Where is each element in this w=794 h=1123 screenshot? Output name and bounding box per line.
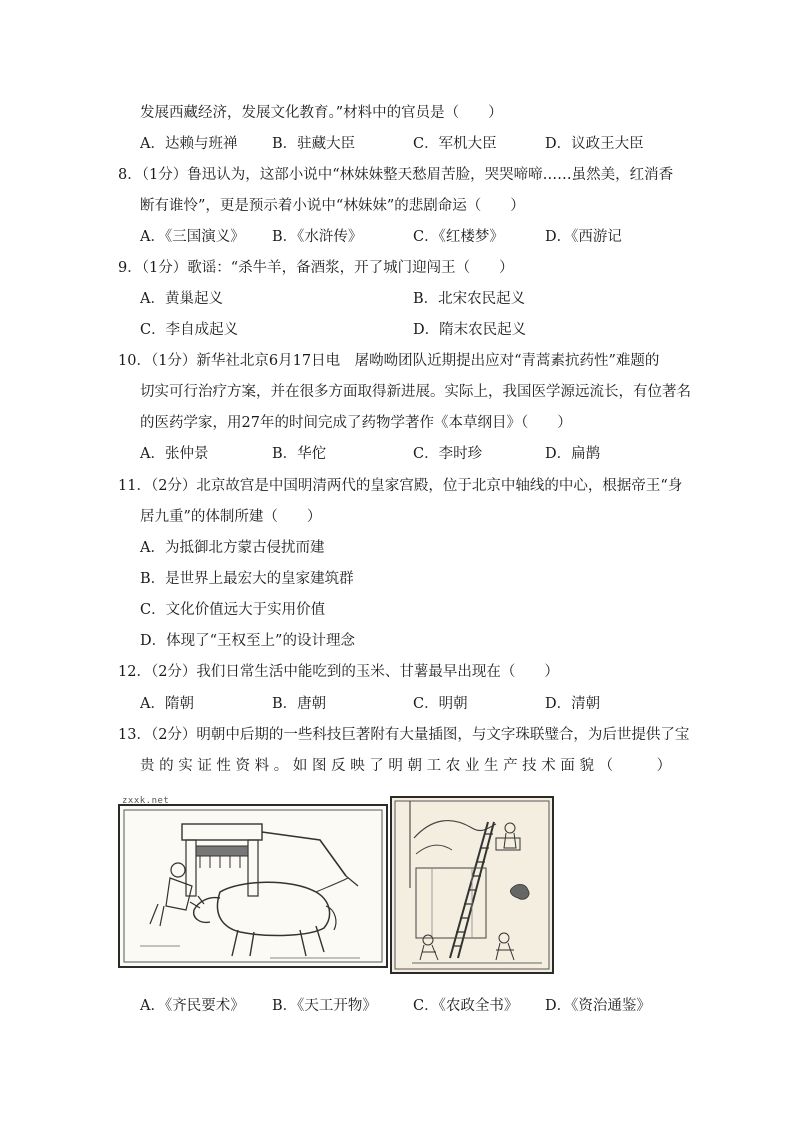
- salt-well-drawing: [392, 798, 552, 972]
- q13-option-b[interactable]: B．《天工开物》: [272, 998, 377, 1014]
- q7-option-b[interactable]: B．驻藏大臣: [272, 136, 356, 152]
- q13-option-c[interactable]: C．《农政全书》: [413, 998, 519, 1014]
- q7-option-c[interactable]: C．军机大臣: [413, 136, 497, 152]
- q11-option-b[interactable]: B．是世界上最宏大的皇家建筑群: [140, 571, 354, 587]
- q10-option-d[interactable]: D．扁鹊: [545, 446, 601, 462]
- q13-stem-line1: 13．（2分）明朝中后期的一些科技巨著附有大量插图，与文字珠联璧合，为后世提供了宝: [118, 727, 690, 743]
- q13-figure: [118, 796, 554, 974]
- q7-tail: 发展西藏经济，发展文化教育。”材料中的官员是（ ）: [140, 105, 503, 121]
- q12-option-c[interactable]: C．明朝: [413, 696, 468, 712]
- q12-stem-line1: 12．（2分）我们日常生活中能吃到的玉米、甘薯最早出现在（ ）: [118, 664, 559, 680]
- q11-stem-line1: 11．（2分）北京故宫是中国明清两代的皇家宫殿，位于北京中轴线的中心，根据帝王“身: [118, 478, 683, 494]
- q10-option-a[interactable]: A．张仲景: [140, 446, 209, 462]
- figure-watermark: zxxk.net: [122, 796, 170, 806]
- q11-stem-line2: 居九重”的体制所建（ ）: [140, 509, 322, 525]
- q10-option-b[interactable]: B．华佗: [272, 446, 327, 462]
- q13-option-d[interactable]: D．《资治通鉴》: [545, 998, 651, 1014]
- q12-option-b[interactable]: B．唐朝: [272, 696, 327, 712]
- q8-stem-line2: 断有谁怜”，更是预示着小说中“林妹妹”的悲剧命运（ ）: [140, 198, 525, 214]
- q10-option-c[interactable]: C．李时珍: [413, 446, 483, 462]
- q8-stem-line1: 8．（1分）鲁迅认为，这部小说中“林妹妹整天愁眉苦脸，哭哭啼啼……虽然美，红消香: [118, 167, 674, 183]
- q13-stem-line2: 贵 的 实 证 性 资 料 。 如 图 反 映 了 明 朝 工 农 业 生 产 技 术 面 貌 （ ）: [140, 758, 672, 774]
- q13-option-a[interactable]: A．《齐民要术》: [140, 998, 245, 1014]
- q9-option-b[interactable]: B．北宋农民起义: [413, 291, 526, 307]
- q9-option-c[interactable]: C．李自成起义: [140, 322, 239, 338]
- ox-press-drawing: [120, 806, 386, 966]
- q8-option-a[interactable]: A．《三国演义》: [140, 229, 245, 245]
- q10-stem-line2: 切实可行治疗方案，并在很多方面取得新进展。实际上，我国医学源远流长，有位著名: [140, 384, 691, 400]
- q12-option-d[interactable]: D．清朝: [545, 696, 601, 712]
- q7-option-a[interactable]: A．达赖与班禅: [140, 136, 238, 152]
- salt-well-illustration: [390, 796, 554, 974]
- q11-option-a[interactable]: A．为抵御北方蒙古侵扰而建: [140, 540, 325, 556]
- q10-stem-line1: 10．（1分）新华社北京6月17日电 屠呦呦团队近期提出应对“青蒿素抗药性”难题的: [118, 353, 660, 369]
- q8-option-b[interactable]: B．《水浒传》: [272, 229, 363, 245]
- q11-option-d[interactable]: D．体现了“王权至上”的设计理念: [140, 633, 355, 649]
- q9-stem-line1: 9．（1分）歌谣：“杀牛羊，备酒浆，开了城门迎闯王（ ）: [118, 260, 514, 276]
- ox-press-illustration: [118, 804, 388, 968]
- q12-option-a[interactable]: A．隋朝: [140, 696, 194, 712]
- q7-option-d[interactable]: D．议政王大臣: [545, 136, 644, 152]
- q8-option-c[interactable]: C．《红楼梦》: [413, 229, 504, 245]
- q9-option-d[interactable]: D．隋末农民起义: [413, 322, 527, 338]
- q11-option-c[interactable]: C．文化价值远大于实用价值: [140, 602, 326, 618]
- q8-option-d[interactable]: D．《西游记: [545, 229, 622, 245]
- q10-stem-line3: 的医药学家，用27年的时间完成了药物学著作《本草纲目》（ ）: [140, 415, 572, 431]
- q9-option-a[interactable]: A．黄巢起义: [140, 291, 223, 307]
